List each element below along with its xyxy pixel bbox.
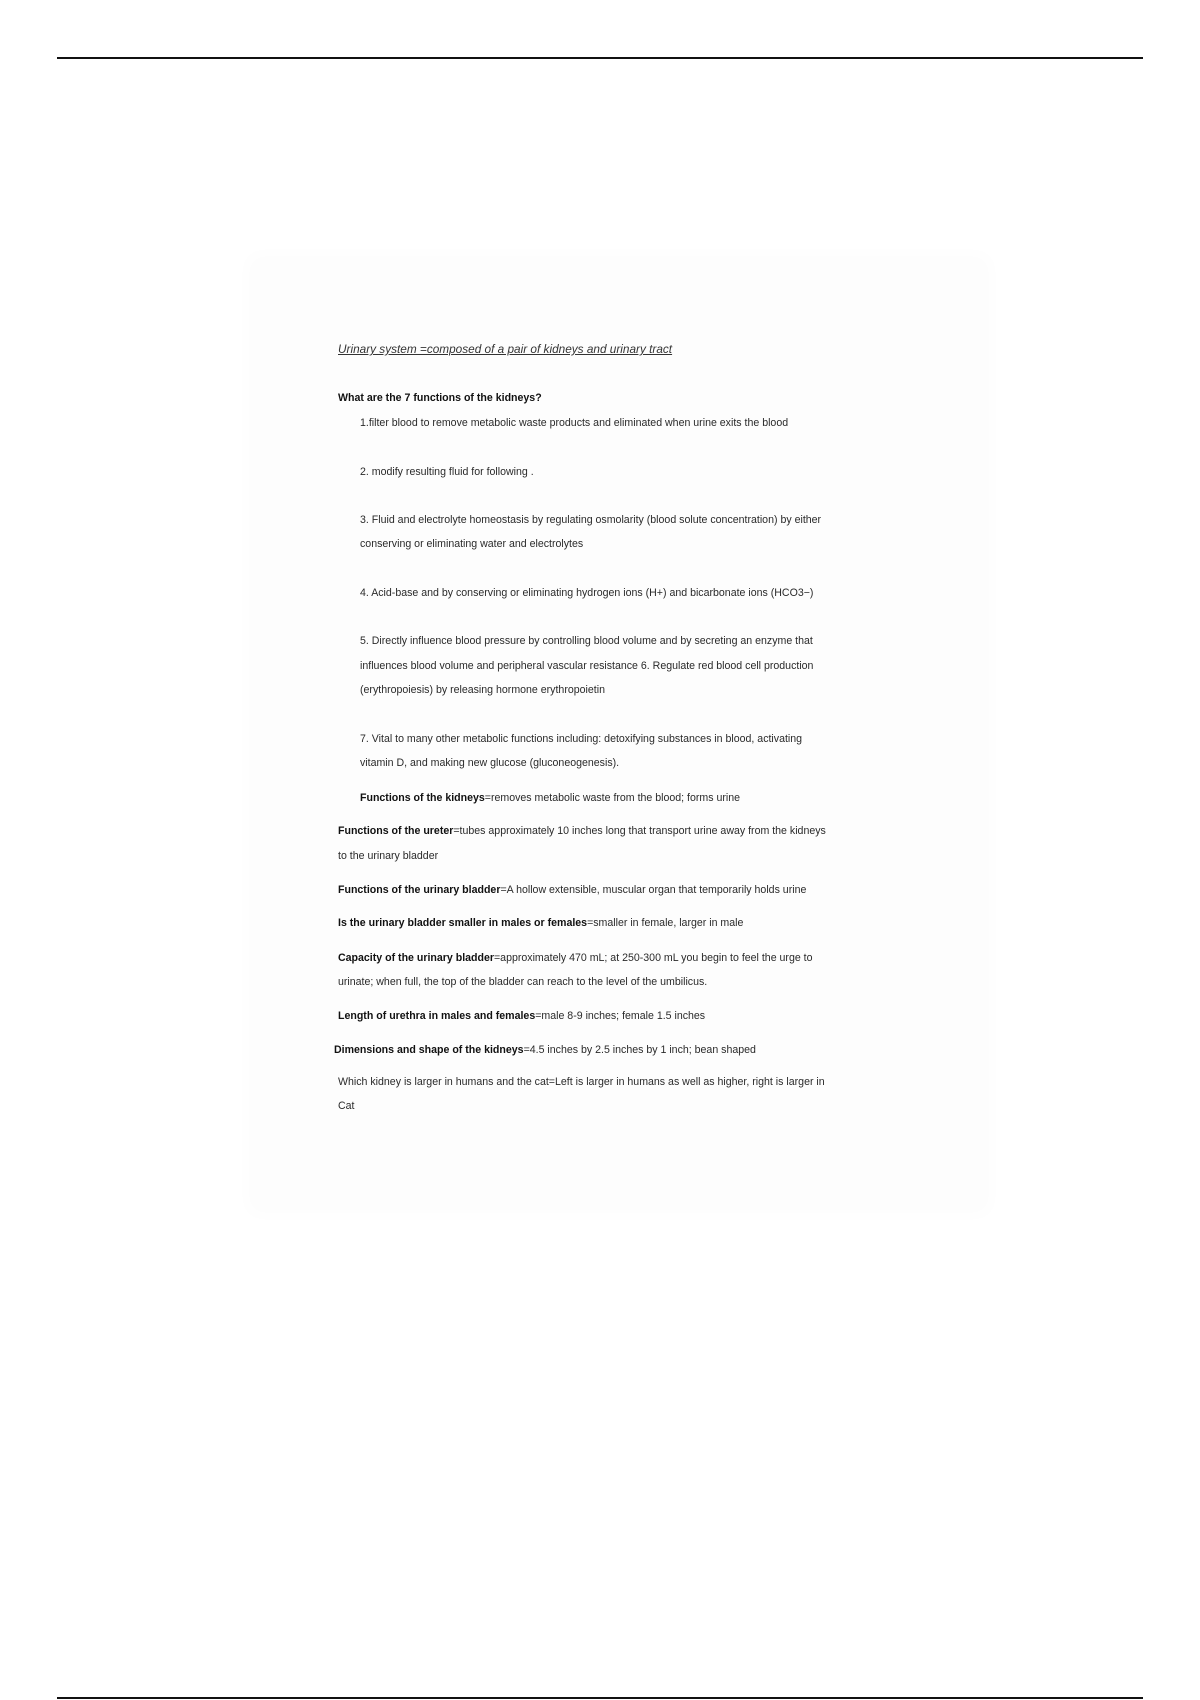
- qa-bladder-functions: [338, 884, 806, 896]
- qa-term: Functions of the urinary bladder: [338, 884, 501, 896]
- function-item-1: 1.filter blood to remove metabolic waste products and eliminated when urine exits the blood: [360, 417, 789, 429]
- qa-term: Is the urinary bladder smaller in males or females: [338, 917, 588, 929]
- qa-urethra-length: [338, 1010, 705, 1022]
- function-item-3-cont: conserving or eliminating water and electrolytes: [360, 538, 584, 550]
- function-item-5-cont-2: (erythropoiesis) by releasing hormone erythropoietin: [360, 684, 605, 696]
- qa-answer: =smaller in female, larger in male: [587, 917, 744, 929]
- function-item-7-cont: vitamin D, and making new glucose (gluconeogenesis).: [360, 757, 620, 769]
- qa-term: Functions of the ureter: [338, 825, 454, 837]
- function-item-7: 7. Vital to many other metabolic functions including: detoxifying substances in blood, activating: [360, 733, 803, 745]
- function-item-5-cont-1: influences blood volume and peripheral vascular resistance 6. Regulate red blood cell production: [360, 660, 814, 672]
- function-item-5: 5. Directly influence blood pressure by controlling blood volume and by secreting an enzyme that: [360, 635, 813, 647]
- function-item-2: 2. modify resulting fluid for following .: [360, 466, 534, 478]
- qa-kidney-dimensions: [334, 1044, 756, 1056]
- qa-kidney-functions: [360, 792, 740, 804]
- qa-answer: =tubes approximately 10 inches long that transport urine away from the kidneys: [453, 825, 826, 837]
- qa-answer: =A hollow extensible, muscular organ that temporarily holds urine: [500, 884, 807, 896]
- function-item-3: 3. Fluid and electrolyte homeostasis by regulating osmolarity (blood solute concentration) by either: [360, 514, 822, 526]
- qa-answer: =4.5 inches by 2.5 inches by 1 inch; bean shaped: [523, 1044, 756, 1056]
- functions-question: What are the 7 functions of the kidneys?: [338, 392, 542, 404]
- qa-bladder-size: [338, 917, 743, 929]
- qa-bladder-capacity-cont: urinate; when full, the top of the bladder can reach to the level of the umbilicus.: [338, 976, 708, 988]
- document-title: Urinary system =composed of a pair of kidneys and urinary tract: [338, 342, 673, 356]
- qa-term: Dimensions and shape of the kidneys: [334, 1044, 524, 1056]
- qa-larger-kidney: [338, 1076, 825, 1088]
- qa-term: Length of urethra in males and females: [338, 1010, 536, 1022]
- page-top-rule: [57, 57, 1143, 59]
- qa-answer: =male 8-9 inches; female 1.5 inches: [535, 1010, 706, 1022]
- qa-answer: Which kidney is larger in humans and the cat=Left is larger in humans as well as higher, right is larger in: [338, 1076, 825, 1088]
- function-item-4: 4. Acid-base and by conserving or eliminating hydrogen ions (H+) and bicarbonate ions (HCO3−): [360, 587, 814, 599]
- qa-ureter-functions-cont: to the urinary bladder: [338, 850, 439, 862]
- qa-term: Functions of the kidneys: [360, 792, 485, 804]
- page-bottom-rule: [57, 1697, 1143, 1699]
- qa-term: Capacity of the urinary bladder: [338, 952, 494, 964]
- qa-answer: =approximately 470 mL; at 250-300 mL you begin to feel the urge to: [494, 952, 813, 964]
- qa-larger-kidney-cont: Cat: [338, 1100, 355, 1112]
- qa-bladder-capacity: [338, 952, 813, 964]
- qa-answer: =removes metabolic waste from the blood; forms urine: [484, 792, 741, 804]
- qa-ureter-functions: [338, 825, 826, 837]
